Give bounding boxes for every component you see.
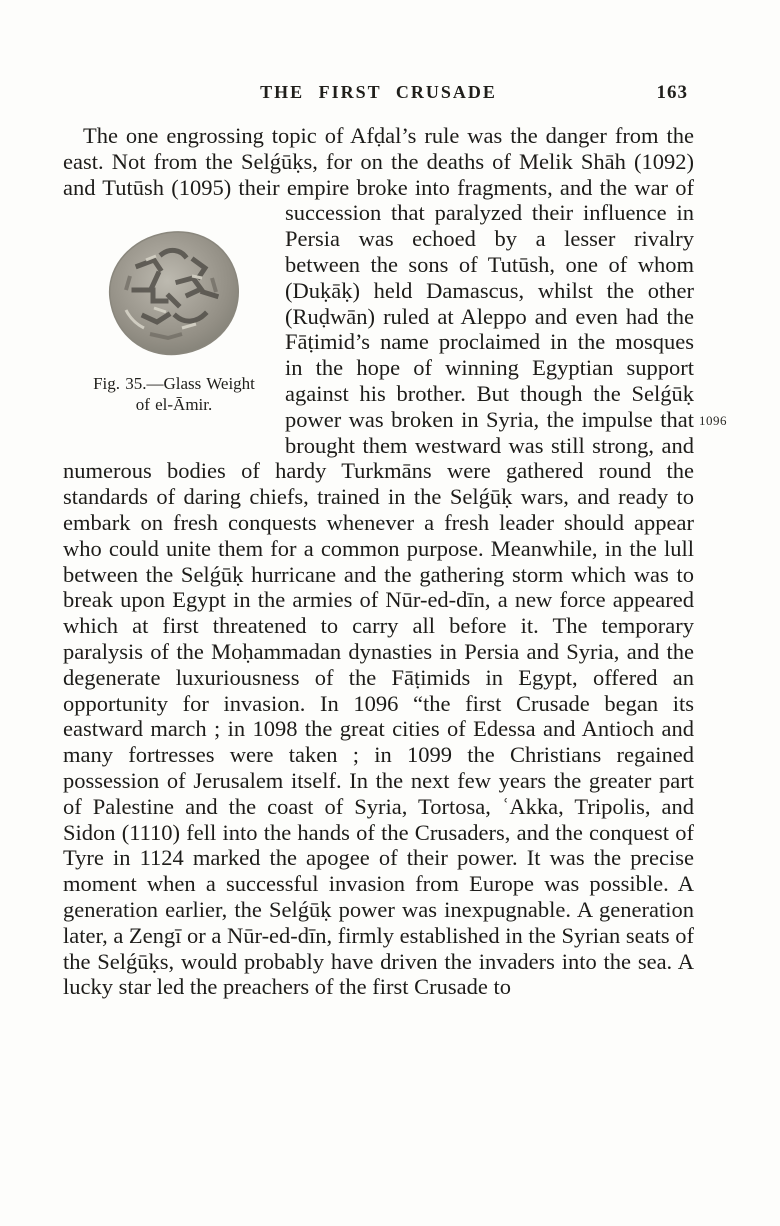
page-number: 163 [656,82,688,103]
figure-35-glass-weight [63,200,285,433]
margin-note-year: 1096 [699,413,727,428]
page-title: THE FIRST CRUSADE [260,82,497,102]
text-before-figure: The one engrossing topic of Afḍal’s rule was the danger from the east. Not from the Selǵūḳs, for on the deaths of Melik Shāh (1092) and Tutūsh (1095) their empire broke into fragments, and the war of succession that [63,123,694,226]
running-head [63,82,694,108]
glass-weight-coin-image [106,230,242,356]
body-paragraph [63,123,694,1000]
figure-caption-line2: of el-Āmir. [135,395,213,415]
text-after-figure: paralyzed their influence in Persia was echoed by a lesser rivalry between the sons of Tutūsh, one of whom (Duḳāḳ) held Damascus, whilst the other (Ruḍwān) ruled at Aleppo and even had the Fāṭimid’s name proclaimed in the mosques in the hope of winning Egyptian support against his brother. But though the Selǵūḳ power was broken in Syria, the impulse that brought them westward was still strong, and numerous bodies of hardy Turkmāns were gathered round the standards of daring chiefs, trained in the Selǵūḳ wars, and ready to embark on fresh conquests whenever a fresh leader should appear who could unite them for a common purpose. Meanwhile, in the lull between the Selǵūḳ hurricane and the gathering storm which was to break upon Egypt in the armies of Nūr-ed-dīn, a new force appeared which at first threatened to carry all before it. The temporary paralysis of the Moḥammadan dynasties in Persia and Syria, and the degenerate luxuriousness of the Fāṭimids in Egypt, offered an opportunity for invasion. In 1096 “the first Crusade began its eastward march ; in 1098 the great cities of Edessa and Antioch and many fortresses were taken ; in 1099 the Christians regained possession of Jerusalem itself. In the next few years the greater part of Palestine and the coast of Syria, Tortosa, ʿAkka, Tripolis, and Sidon (1110) fell into the hands of the Crusaders, and the conquest of Tyre in 1124 marked the apogee of their power. It was the precise moment when a successful invasion from Europe was possible. A generation earlier, the Selǵūḳ power was inexpugnable. A generation later, a Zengī or a Nūr-ed-dīn, firmly established in the Syrian seats of the Selǵūḳs, would probably have driven the invaders into the sea. A lucky star led the preachers of the first Crusade to [63,200,694,1000]
figure-caption-line1: Fig. 35.—Glass Weight [93,374,255,394]
figure-caption [63,373,285,415]
